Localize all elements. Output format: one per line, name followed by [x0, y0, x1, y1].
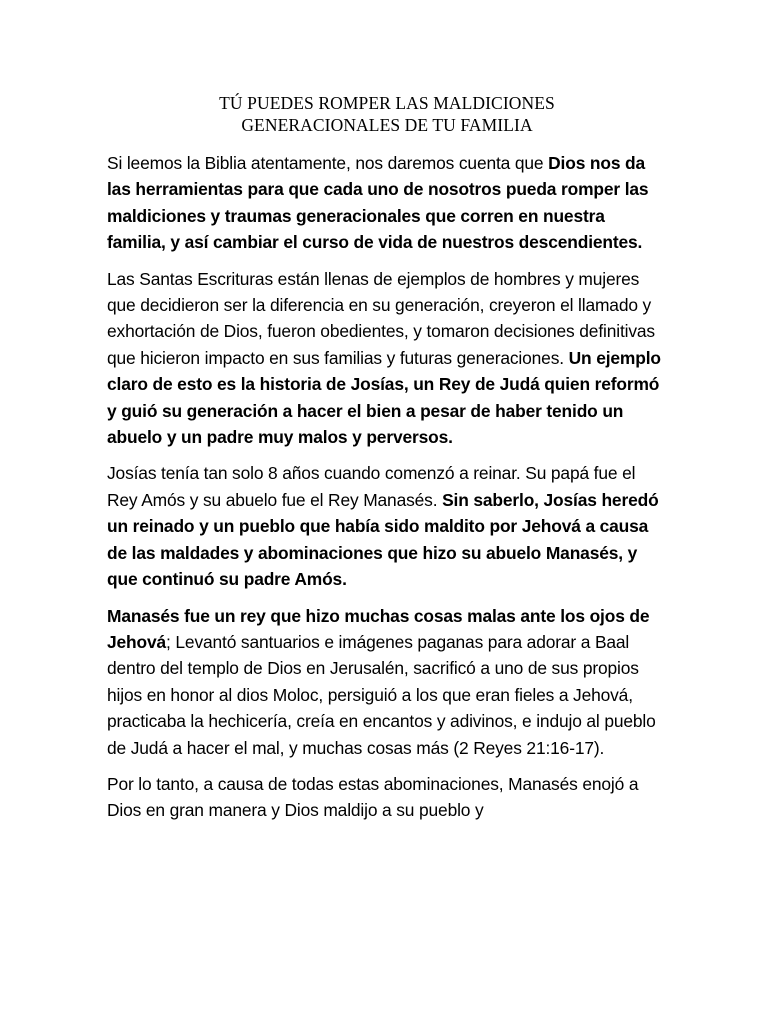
paragraph	[107, 266, 667, 451]
bold-text-run: Sin saberlo, Josías heredó un reinado y un pueblo que había sido maldito por Jehová a causa de las maldades y abominaciones que hizo su abuelo Manasés, y que continuó su padre Amós.	[107, 489, 659, 590]
text-run: Josías tenía tan solo 8 años cuando comenzó a reinar. Su papá fue el Rey Amós y su abuelo fue el Rey Manasés.	[107, 463, 636, 510]
bold-text-run: Dios nos da las herramientas para que cada uno de nosotros pueda romper las maldiciones y traumas generacionales que corren en nuestra familia, y así cambiar el curso de vida de nuestros descendientes.	[107, 153, 649, 253]
title-line-2: GENERACIONALES DE TU FAMILIA	[241, 115, 533, 135]
title-line-1: TÚ PUEDES ROMPER LAS MALDICIONES	[219, 93, 555, 113]
document-title	[107, 92, 667, 136]
text-run: Si leemos la Biblia atentamente, nos daremos cuenta que	[107, 153, 549, 173]
bold-text-run: Manasés fue un rey que hizo muchas cosas malas ante los ojos de Jehová	[107, 605, 650, 652]
paragraph	[107, 460, 667, 592]
paragraphs-container	[107, 150, 667, 824]
text-run: Las Santas Escrituras están llenas de ejemplos de hombres y mujeres que decidieron ser la diferencia en su generación, creyeron el llamado y exhortación de Dios, fueron obedientes, y tomaron decisiones definitivas que hicieron impacto en sus familias y futuras generaciones.	[107, 268, 655, 368]
paragraph	[107, 150, 667, 256]
paragraph	[107, 771, 667, 824]
text-run: Por lo tanto, a causa de todas estas abominaciones, Manasés enojó a Dios en gran manera y Dios maldijo a su pueblo y	[107, 773, 639, 821]
text-run: ; Levantó santuarios e imágenes paganas para adorar a Baal dentro del templo de Dios en Jerusalén, sacrificó a uno de sus propios hijos en honor al dios Moloc, persiguió a los que eran fieles a Jehová, practicaba la hechicería, creía en encantos y adivinos, e indujo al pueblo de Judá a hacer el mal, y muchas cosas más (2 Reyes 21:16-17).	[107, 631, 656, 758]
paragraph	[107, 603, 667, 761]
bold-text-run: Un ejemplo claro de esto es la historia de Josías, un Rey de Judá quien reformó y guió su generación a hacer el bien a pesar de haber tenido un abuelo y un padre muy malos y perversos.	[107, 347, 661, 448]
document-body	[107, 92, 667, 834]
